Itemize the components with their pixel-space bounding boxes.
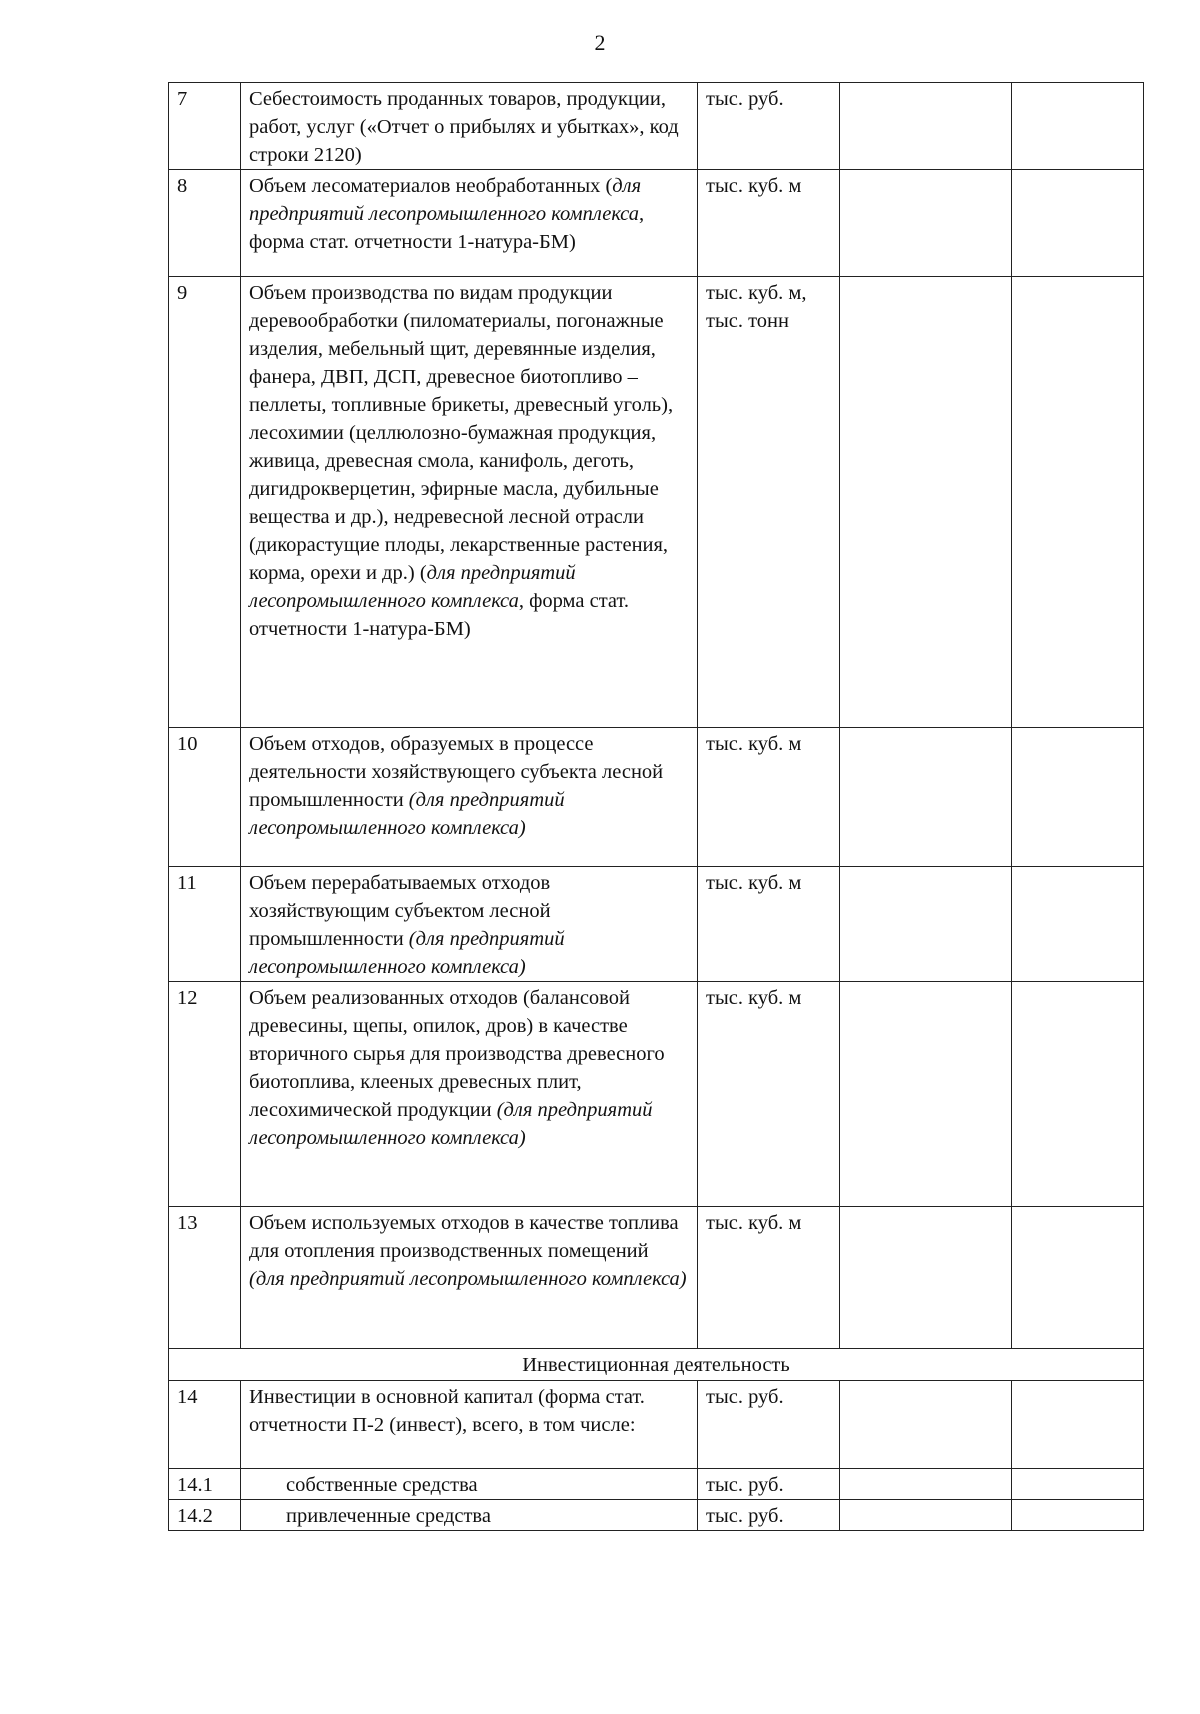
row-number: 8 — [169, 170, 241, 277]
table-row — [169, 83, 1144, 170]
unit-cell: тыс. руб. — [698, 1469, 840, 1500]
table-row — [169, 170, 1144, 277]
value-cell[interactable] — [1012, 1381, 1144, 1469]
unit-cell: тыс. руб. — [698, 1381, 840, 1469]
unit-cell: тыс. руб. — [698, 83, 840, 170]
unit-cell: тыс. куб. м — [698, 867, 840, 982]
value-cell[interactable] — [840, 277, 1012, 728]
value-cell[interactable] — [1012, 1207, 1144, 1349]
table-row — [169, 728, 1144, 867]
table-row — [169, 1381, 1144, 1469]
indicator-name: Объем перерабатываемых отходов хозяйствующим субъектом лесной промышленности (для предприятий лесопромышленного комплекса) — [241, 867, 698, 982]
unit-cell: тыс. куб. м, тыс. тонн — [698, 277, 840, 728]
indicator-name: Объем лесоматериалов необработанных (для предприятий лесопромышленного комплекса, форма стат. отчетности 1-натура-БМ) — [241, 170, 698, 277]
value-cell[interactable] — [1012, 277, 1144, 728]
row-number: 11 — [169, 867, 241, 982]
indicator-name: Инвестиции в основной капитал (форма стат. отчетности П-2 (инвест), всего, в том числе: — [241, 1381, 698, 1469]
value-cell[interactable] — [840, 1207, 1012, 1349]
indicator-name: Себестоимость проданных товаров, продукции, работ, услуг («Отчет о прибылях и убытках», код строки 2120) — [241, 83, 698, 170]
indicator-name: Объем реализованных отходов (балансовой древесины, щепы, опилок, дров) в качестве вторичного сырья для производства древесного биотоплива, клееных древесных плит, лесохимической продукции (для предприятий лесопромышленного комплекса) — [241, 982, 698, 1207]
value-cell[interactable] — [840, 728, 1012, 867]
value-cell[interactable] — [840, 1500, 1012, 1531]
value-cell[interactable] — [1012, 982, 1144, 1207]
indicators-table — [168, 82, 1144, 1531]
row-number: 14.2 — [169, 1500, 241, 1531]
table-row — [169, 1500, 1144, 1531]
value-cell[interactable] — [1012, 83, 1144, 170]
indicator-name: собственные средства — [241, 1469, 698, 1500]
indicator-name: привлеченные средства — [241, 1500, 698, 1531]
row-number: 10 — [169, 728, 241, 867]
section-title: Инвестиционная деятельность — [169, 1349, 1144, 1381]
table-row — [169, 867, 1144, 982]
table-row — [169, 1207, 1144, 1349]
section-row — [169, 1349, 1144, 1381]
indicator-name: Объем производства по видам продукции деревообработки (пиломатериалы, погонажные изделия, мебельный щит, деревянные изделия, фанера, ДВП, ДСП, древесное биотопливо – пеллеты, топливные брикеты, древесный уголь), лесохимии (целлюлозно-бумажная продукция, живица, древесная смола, канифоль, деготь, дигидрокверцетин, эфирные масла, дубильные вещества и др.), недревесной лесной отрасли (дикорастущие плоды, лекарственные растения, корма, орехи и др.) (для предприятий лесопромышленного комплекса, форма стат. отчетности 1-натура-БМ) — [241, 277, 698, 728]
unit-cell: тыс. куб. м — [698, 982, 840, 1207]
table-row — [169, 982, 1144, 1207]
row-number: 14.1 — [169, 1469, 241, 1500]
table-row — [169, 1469, 1144, 1500]
page-number: 2 — [594, 30, 606, 55]
value-cell[interactable] — [840, 1469, 1012, 1500]
indicator-name: Объем отходов, образуемых в процессе деятельности хозяйствующего субъекта лесной промышленности (для предприятий лесопромышленного комплекса) — [241, 728, 698, 867]
unit-cell: тыс. куб. м — [698, 728, 840, 867]
value-cell[interactable] — [840, 982, 1012, 1207]
value-cell[interactable] — [840, 867, 1012, 982]
row-number: 7 — [169, 83, 241, 170]
row-number: 9 — [169, 277, 241, 728]
value-cell[interactable] — [840, 170, 1012, 277]
value-cell[interactable] — [840, 83, 1012, 170]
unit-cell: тыс. руб. — [698, 1500, 840, 1531]
value-cell[interactable] — [1012, 170, 1144, 277]
indicator-name: Объем используемых отходов в качестве топлива для отопления производственных помещений (для предприятий лесопромышленного комплекса) — [241, 1207, 698, 1349]
row-number: 12 — [169, 982, 241, 1207]
value-cell[interactable] — [1012, 728, 1144, 867]
value-cell[interactable] — [840, 1381, 1012, 1469]
unit-cell: тыс. куб. м — [698, 1207, 840, 1349]
value-cell[interactable] — [1012, 1500, 1144, 1531]
value-cell[interactable] — [1012, 1469, 1144, 1500]
row-number: 14 — [169, 1381, 241, 1469]
unit-cell: тыс. куб. м — [698, 170, 840, 277]
row-number: 13 — [169, 1207, 241, 1349]
value-cell[interactable] — [1012, 867, 1144, 982]
table-row — [169, 277, 1144, 728]
